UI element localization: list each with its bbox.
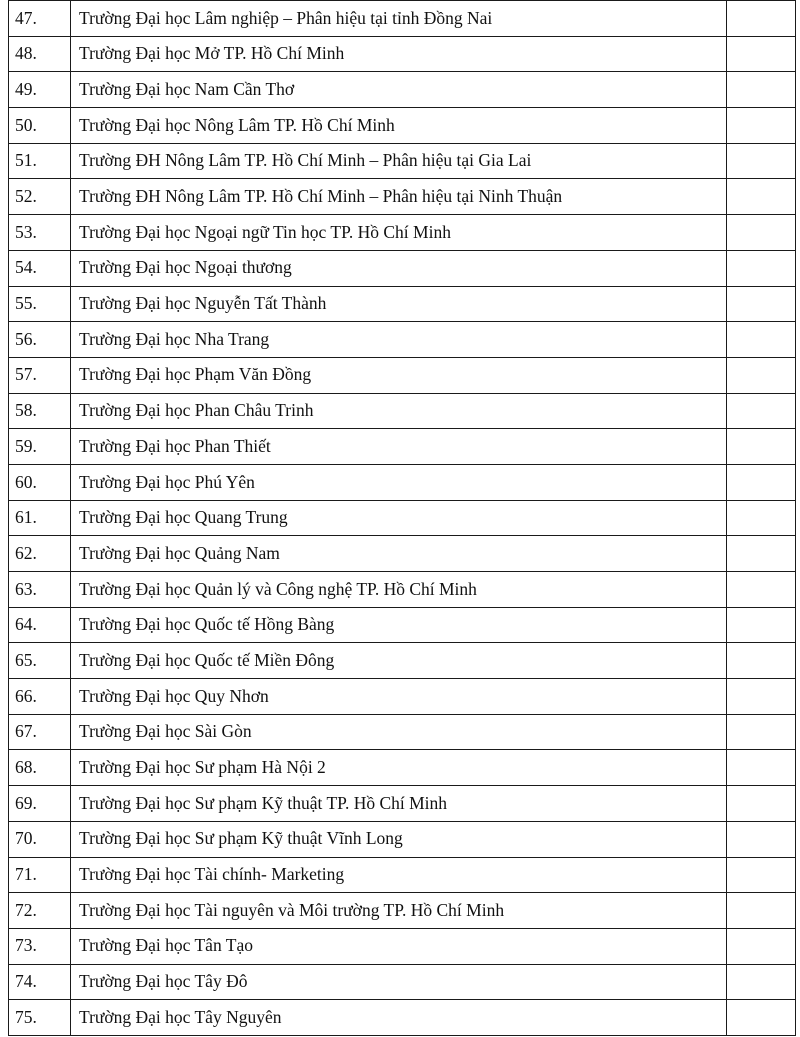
table-row <box>9 179 796 215</box>
table-row <box>9 750 796 786</box>
empty-cell <box>727 750 796 786</box>
table-row <box>9 786 796 822</box>
table-row <box>9 72 796 108</box>
table-row <box>9 357 796 393</box>
table-row <box>9 964 796 1000</box>
university-list-table <box>8 0 796 1036</box>
row-number: 69. <box>9 786 71 822</box>
university-name: Trường Đại học Nông Lâm TP. Hồ Chí Minh <box>71 108 727 144</box>
university-name: Trường Đại học Quảng Nam <box>71 536 727 572</box>
empty-cell <box>727 179 796 215</box>
empty-cell <box>727 322 796 358</box>
table-row <box>9 714 796 750</box>
empty-cell <box>727 536 796 572</box>
university-name: Trường ĐH Nông Lâm TP. Hồ Chí Minh – Phân hiệu tại Ninh Thuận <box>71 179 727 215</box>
university-name: Trường Đại học Nguyễn Tất Thành <box>71 286 727 322</box>
university-name: Trường ĐH Nông Lâm TP. Hồ Chí Minh – Phân hiệu tại Gia Lai <box>71 143 727 179</box>
university-name: Trường Đại học Phạm Văn Đồng <box>71 357 727 393</box>
row-number: 54. <box>9 250 71 286</box>
empty-cell <box>727 36 796 72</box>
table-row <box>9 393 796 429</box>
university-name: Trường Đại học Tân Tạo <box>71 928 727 964</box>
empty-cell <box>727 215 796 251</box>
university-name: Trường Đại học Quy Nhơn <box>71 679 727 715</box>
empty-cell <box>727 393 796 429</box>
table-row <box>9 108 796 144</box>
university-name: Trường Đại học Nha Trang <box>71 322 727 358</box>
row-number: 59. <box>9 429 71 465</box>
empty-cell <box>727 714 796 750</box>
university-name: Trường Đại học Phan Thiết <box>71 429 727 465</box>
university-name: Trường Đại học Sư phạm Kỹ thuật Vĩnh Long <box>71 821 727 857</box>
empty-cell <box>727 572 796 608</box>
table-row <box>9 322 796 358</box>
table-row <box>9 893 796 929</box>
university-name: Trường Đại học Sư phạm Kỹ thuật TP. Hồ Chí Minh <box>71 786 727 822</box>
university-name: Trường Đại học Nam Cần Thơ <box>71 72 727 108</box>
row-number: 73. <box>9 928 71 964</box>
university-name: Trường Đại học Lâm nghiệp – Phân hiệu tại tỉnh Đồng Nai <box>71 1 727 37</box>
university-name: Trường Đại học Quốc tế Miền Đông <box>71 643 727 679</box>
empty-cell <box>727 464 796 500</box>
table-row <box>9 857 796 893</box>
table-row <box>9 215 796 251</box>
row-number: 58. <box>9 393 71 429</box>
empty-cell <box>727 143 796 179</box>
row-number: 60. <box>9 464 71 500</box>
table-row <box>9 607 796 643</box>
empty-cell <box>727 72 796 108</box>
empty-cell <box>727 821 796 857</box>
empty-cell <box>727 500 796 536</box>
university-name: Trường Đại học Tài chính- Marketing <box>71 857 727 893</box>
table-row <box>9 143 796 179</box>
row-number: 51. <box>9 143 71 179</box>
table-row <box>9 821 796 857</box>
row-number: 50. <box>9 108 71 144</box>
row-number: 49. <box>9 72 71 108</box>
university-name: Trường Đại học Sư phạm Hà Nội 2 <box>71 750 727 786</box>
row-number: 75. <box>9 1000 71 1036</box>
empty-cell <box>727 964 796 1000</box>
empty-cell <box>727 357 796 393</box>
university-name: Trường Đại học Quang Trung <box>71 500 727 536</box>
table-row <box>9 643 796 679</box>
table-row <box>9 928 796 964</box>
table-row <box>9 1 796 37</box>
empty-cell <box>727 1 796 37</box>
empty-cell <box>727 607 796 643</box>
empty-cell <box>727 893 796 929</box>
university-name: Trường Đại học Tây Nguyên <box>71 1000 727 1036</box>
row-number: 68. <box>9 750 71 786</box>
empty-cell <box>727 429 796 465</box>
row-number: 55. <box>9 286 71 322</box>
row-number: 57. <box>9 357 71 393</box>
university-name: Trường Đại học Sài Gòn <box>71 714 727 750</box>
row-number: 53. <box>9 215 71 251</box>
row-number: 52. <box>9 179 71 215</box>
university-name: Trường Đại học Quốc tế Hồng Bàng <box>71 607 727 643</box>
empty-cell <box>727 857 796 893</box>
table-row <box>9 500 796 536</box>
row-number: 71. <box>9 857 71 893</box>
university-name: Trường Đại học Mở TP. Hồ Chí Minh <box>71 36 727 72</box>
row-number: 72. <box>9 893 71 929</box>
row-number: 62. <box>9 536 71 572</box>
table-row <box>9 572 796 608</box>
table-row <box>9 1000 796 1036</box>
table-row <box>9 536 796 572</box>
row-number: 66. <box>9 679 71 715</box>
row-number: 74. <box>9 964 71 1000</box>
empty-cell <box>727 679 796 715</box>
table-row <box>9 250 796 286</box>
row-number: 63. <box>9 572 71 608</box>
row-number: 64. <box>9 607 71 643</box>
row-number: 48. <box>9 36 71 72</box>
empty-cell <box>727 786 796 822</box>
row-number: 61. <box>9 500 71 536</box>
table-row <box>9 429 796 465</box>
university-name: Trường Đại học Tài nguyên và Môi trường TP. Hồ Chí Minh <box>71 893 727 929</box>
row-number: 67. <box>9 714 71 750</box>
row-number: 47. <box>9 1 71 37</box>
university-name: Trường Đại học Ngoại ngữ Tin học TP. Hồ Chí Minh <box>71 215 727 251</box>
empty-cell <box>727 928 796 964</box>
empty-cell <box>727 108 796 144</box>
table-body <box>9 1 796 1036</box>
row-number: 56. <box>9 322 71 358</box>
university-name: Trường Đại học Ngoại thương <box>71 250 727 286</box>
university-name: Trường Đại học Quản lý và Công nghệ TP. Hồ Chí Minh <box>71 572 727 608</box>
table-row <box>9 679 796 715</box>
university-name: Trường Đại học Tây Đô <box>71 964 727 1000</box>
empty-cell <box>727 250 796 286</box>
table-row <box>9 36 796 72</box>
table-row <box>9 464 796 500</box>
empty-cell <box>727 643 796 679</box>
university-name: Trường Đại học Phú Yên <box>71 464 727 500</box>
empty-cell <box>727 1000 796 1036</box>
row-number: 65. <box>9 643 71 679</box>
empty-cell <box>727 286 796 322</box>
table-row <box>9 286 796 322</box>
university-name: Trường Đại học Phan Châu Trinh <box>71 393 727 429</box>
row-number: 70. <box>9 821 71 857</box>
